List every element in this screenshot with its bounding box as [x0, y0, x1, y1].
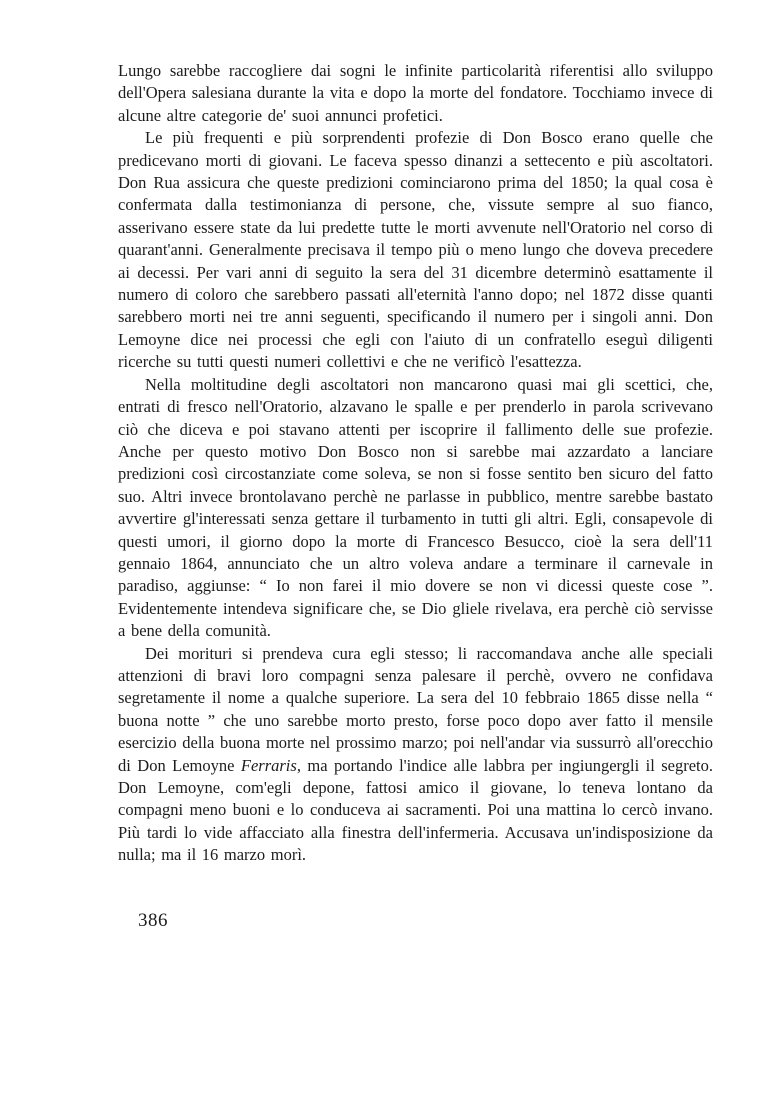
text-segment: Le più frequenti e più sorprendenti profezie di Don Bosco erano quelle che predicevano morti di giovani. Le faceva spesso dinanzi a settecento e più ascoltatori. Don Rua assicura che queste predizioni cominciarono prima del 1850; la qual cosa è confermata dalla testimonianza di persone, che, vissute sempre al suo fianco, asserivano essere state da lui predette tutte le morti avvenute nell'Oratorio nel corso di quarant'anni. Generalmente precisava il tempo più o meno lungo che doveva precedere ai decessi. Per vari anni di seguito la sera del 31 dicembre determinò esattamente il numero di coloro che sarebbero passati all'eternità l'anno dopo; nel 1872 disse quanti sarebbero morti nei tre anni seguenti, specificando il numero per i singoli anni. Don Lemoyne dice nei processi che egli con l'aiuto di un confratello eseguì diligenti ricerche su tutti questi numeri collettivi e che ne verificò l'esattezza. [118, 128, 713, 372]
text-block [118, 60, 713, 867]
paragraph [118, 643, 713, 867]
text-segment: Nella moltitudine degli ascoltatori non mancarono quasi mai gli scettici, che, entrati di fresco nell'Oratorio, alzavano le spalle e per prenderlo in parola scrivevano ciò che diceva e poi stavano attenti per iscoprire il fallimento delle sue profezie. Anche per questo motivo Don Bosco non si sarebbe mai azzardato a lanciare predizioni così circostanziate come soleva, se non si fosse sentito ben sicuro del fatto suo. Altri invece brontolavano perchè ne parlasse in pubblico, mentre sarebbe bastato avvertire gl'interessati senza gettare il turbamento in tutti gli altri. Egli, consapevole di questi umori, il giorno dopo la morte di Francesco Besucco, cioè la sera dell'11 gennaio 1864, annunciato che un altro voleva andare a terminare il carnevale in paradiso, aggiunse: “ Io non farei il mio dovere se non vi dicessi queste cose ”. Evidentemente intendeva significare che, se Dio gliele rivelava, era perchè ciò servisse a bene della comunità. [118, 374, 713, 641]
text-segment: Dei morituri si prendeva cura egli stesso; li raccomandava anche alle speciali attenzioni di bravi loro compagni senza palesare il perchè, ovvero ne confidava segretamente il nome a qualche superiore. La sera del 10 febbraio 1865 disse nella “ buona notte ” che uno sarebbe morto presto, forse poco dopo aver fatto il mensile esercizio della buona morte nel prossimo marzo; poi nell'andar via sussurrò all'orecchio di Don Lemoyne [118, 643, 713, 775]
italic-text: Ferraris [240, 755, 297, 775]
text-segment: Lungo sarebbe raccogliere dai sogni le infinite particolarità riferentisi allo sviluppo dell'Opera salesiana durante la vita e dopo la morte del fondatore. Tocchiamo invece di alcune altre categorie de' suoi annunci profetici. [118, 61, 713, 125]
paragraph [118, 127, 713, 373]
text-segment: , ma portando l'indice alle labbra per ingiungergli il segreto. Don Lemoyne, com'egli depone, fattosi amico il giovane, lo teneva lontano da compagni meno buoni e lo conduceva ai sacramenti. Poi una mattina lo cercò invano. Più tardi lo vide affacciato alla finestra dell'infermeria. Accusava un'indisposizione da nulla; ma il 16 marzo morì. [118, 755, 713, 865]
paragraph [118, 374, 713, 643]
page-number: 386 [138, 910, 168, 931]
paragraph [118, 60, 713, 127]
